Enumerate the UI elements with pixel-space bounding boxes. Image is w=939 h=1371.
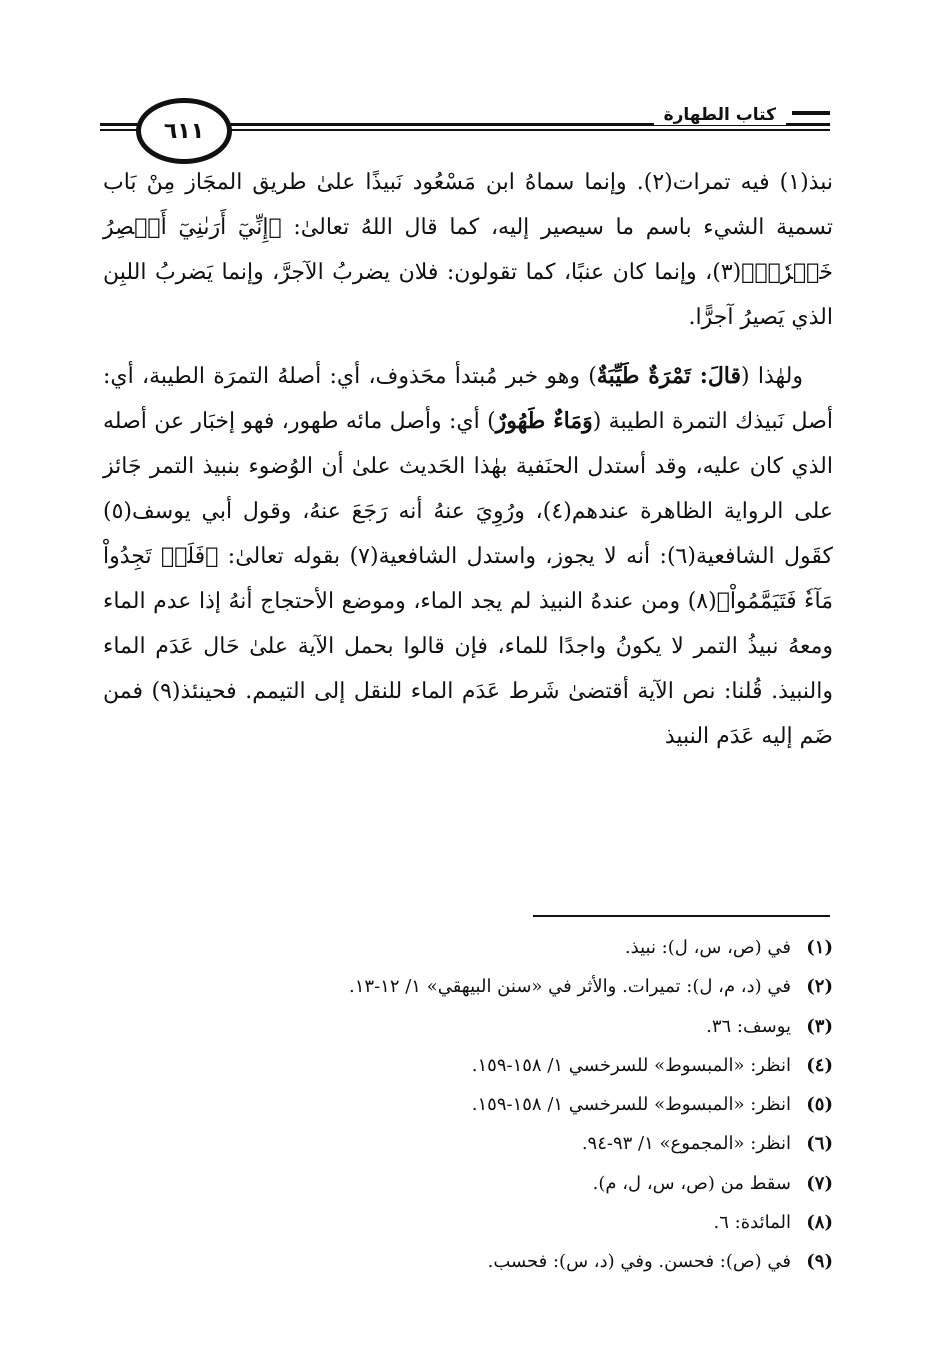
footnote [103,928,833,967]
footnote-number: (٨) [806,1212,833,1234]
main-text [103,160,833,759]
footnote-text: يوسف: ٣٦. [706,1015,791,1037]
page-header [100,95,830,155]
paragraph-1: نبذ(١) فيه تمرات(٢). وإنما سماهُ ابن مَسْعُود نَبيذًا علىٰ طريق المجَاز مِنْ بَاب تسمية الشيء باسم ما سيصير إليه، كما قال اللهُ تعالىٰ: ﴿إِنِّيٓ أَرَىٰنِيٓ أَعۡصِرُ خَمۡرٗاۖ﴾(٣)، وإنما كان عنبًا، كما تقولون: فلان يضربُ الآجرَّ، وإنما يَضربُ اللبِن الذي يَصيرُ آجرًّا. [103,170,833,330]
footnote-number: (٧) [806,1172,833,1194]
footnote-number: (٥) [806,1094,833,1116]
footnote [103,1046,833,1085]
footnote [103,1164,833,1203]
footnote-number: (٢) [806,976,833,998]
p2-intro: ولهٰذا ( [741,364,803,389]
footnote-text: في (ص، س، ل): نبيذ. [624,937,791,958]
book-title: كتاب الطهارة [654,105,786,125]
p2-mid: ) وهو خبر مُبتدأ محَذوف، أي: أصلهُ التمرَة الطيبة، أي: أصل نَبيذك التمرة الطيبة ( [103,364,833,434]
paragraph-2 [103,354,833,759]
footnote-number: (٩) [806,1251,833,1273]
footnote-number: (١) [806,937,833,958]
footnote-separator [533,915,830,917]
footnote-text: انظر: «المبسوط» للسرخسي ١/ ١٥٨-١٥٩. [471,1054,791,1076]
footnote [103,967,833,1006]
footnote-number: (٤) [806,1054,833,1076]
footnote-text: انظر: «المبسوط» للسرخسي ١/ ١٥٨-١٥٩. [471,1094,791,1116]
footnote [103,1242,833,1281]
footnote [103,1203,833,1242]
footnote-number: (٣) [806,1015,833,1037]
footnotes [103,928,833,1282]
header-dash [792,111,830,115]
p2-rest: ) أي: وأصل مائه طهور، فهو إخبَار عن أصله الذي كان عليه، وقد أستدل الحنَفية بهٰذا الحَديث علىٰ أن الوُضوء بنبيذ التمر جَائز على الرواية الظاهرة عندهم(٤)، ورُوِيَ عنهُ أنه رَجَعَ عنهُ، وقول أبي يوسف(٥) كقَول الشافعية(٦): أنه لا يجوز، واستدل الشافعية(٧) بقوله تعالىٰ: ﴿فَلَمۡ تَجِدُواْ مَآءٗ فَتَيَمَّمُواْ﴾(٨) ومن عندهُ النبيذ لم يجد الماء، وموضع الأحتجاج أنهُ إذا عدم الماء ومعهُ نبيذُ التمر لا يكونُ واجدًا للماء، فإن قالوا بحمل الآية علىٰ حَال عَدَم الماء والنبيذ. قُلنا: نص الآية أقتضىٰ شَرط عَدَم الماء للنقل إلى التيمم. فحينئذ(٩) فمن ضَم إليه عَدَم النبيذ [103,409,833,749]
hadith-phrase-2: وَمَاءٌ طَهُورٌ [495,408,593,434]
page-number: ٦١١ [136,98,232,164]
footnote-text: في (ص): فحسن. وفي (د، س): فحسب. [487,1251,791,1273]
footnote [103,1007,833,1046]
footnote [103,1085,833,1124]
footnote-text: سقط من (ص، س، ل، م). [592,1172,791,1194]
footnote [103,1124,833,1163]
footnote-number: (٦) [806,1133,833,1155]
footnote-text: انظر: «المجموع» ١/ ٩٣-٩٤. [581,1133,791,1155]
hadith-phrase-1: قالَ: تَمْرَةٌ طَيِّبَةٌ [596,363,742,389]
footnote-text: في (د، م، ل): تميرات. والأثر في «سنن البيهقي» ١/ ١٢-١٣. [348,976,791,998]
footnote-text: المائدة: ٦. [713,1212,791,1234]
